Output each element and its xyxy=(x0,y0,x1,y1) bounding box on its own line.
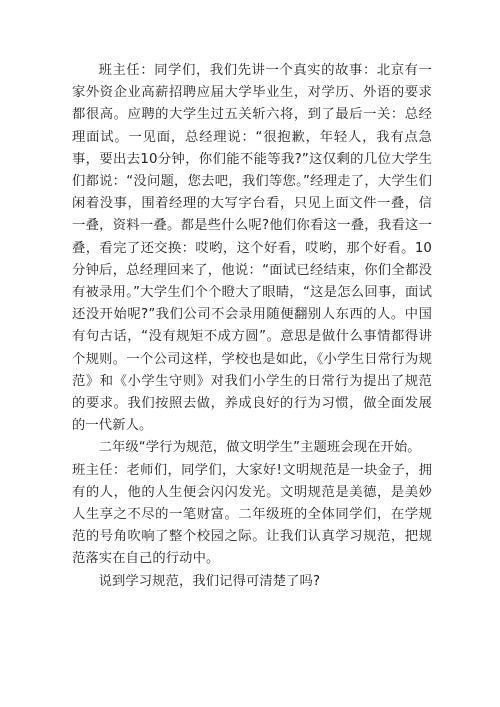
paragraph-question: 说到学习规范，我们记得可清楚了吗? xyxy=(98,573,321,589)
paragraph-meeting-start: 二年级“学行为规范，做文明学生”主题班会现在开始。 xyxy=(98,440,421,456)
paragraph-teacher-speech: 班主任：老师们，同学们，大家好!文明规范是一块金子，拥有的人，他的人生便会闪闪发光。文明规范是美德，是美妙人生享之不尽的一笔财富。二年级班的全体同学们，在学规范的号角吹响了整个校园之际。让我们认真学习规范，把规范落实在自己的行动中。 xyxy=(72,462,432,567)
document-body xyxy=(72,60,432,593)
paragraph-story: 班主任：同学们，我们先讲一个真实的故事：北京有一家外资企业高薪招聘应届大学毕业生，对学历、外语的要求都很高。应聘的大学生过五关斩六将，到了最后一关：总经理面试。一见面，总经理说：“很抱歉，年轻人，我有点急事，要出去10分钟，你们能不能等我?”这仅剩的几位大学生们都说：“没问题，您去吧，我们等您。”经理走了，大学生们闲着没事，围着经理的大写字台看，只见上面文件一叠，信一叠，资料一叠。都是些什么呢?他们你看这一叠，我看这一叠，看完了还交换：哎哟，这个好看，哎哟，那个好看。10分钟后，总经理回来了，他说：“面试已经结束，你们全都没有被录用。”大学生们个个瞪大了眼睛，“这是怎么回事，面试还没开始呢?”我们公司不会录用随便翻别人东西的人。中国有句古话，“没有规矩不成方圆”。意思是做什么事情都得讲个规则。一个公司这样，学校也是如此，《小学生日常行为规范》和《小学生守则》对我们小学生的日常行为提出了规范的要求。我们按照去做，养成良好的行为习惯，做全面发展的一代新人。 xyxy=(72,63,432,434)
